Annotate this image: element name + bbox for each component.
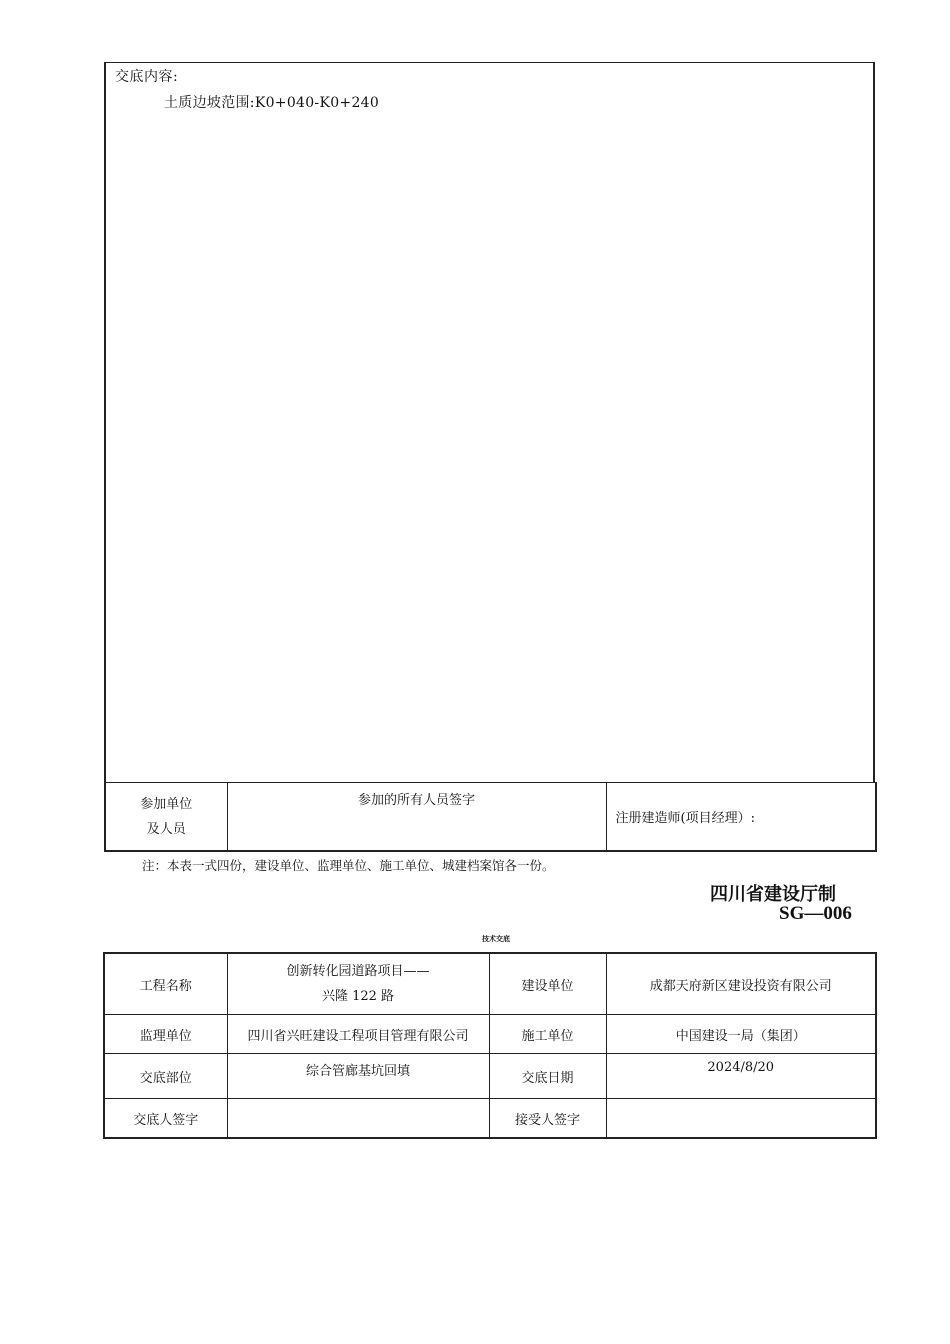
form-code: SG—006 bbox=[779, 903, 852, 924]
discloser-sign-field[interactable] bbox=[227, 1099, 489, 1139]
receiver-sign-field[interactable] bbox=[606, 1099, 876, 1139]
date-value: 2024/8/20 bbox=[606, 1054, 876, 1099]
owner-label: 建设单位 bbox=[489, 953, 606, 1015]
engineer-label: 注册建造师(项目经理）: bbox=[615, 811, 755, 826]
date-label: 交底日期 bbox=[489, 1054, 606, 1099]
table-row bbox=[104, 953, 876, 1015]
part-value: 综合管廊基坑回填 bbox=[227, 1054, 489, 1099]
table-row bbox=[104, 1015, 876, 1054]
note-text: 注：本表一式四份，建设单位、监理单位、施工单位、城建档案馆各一份。 bbox=[142, 858, 555, 873]
contractor-label: 施工单位 bbox=[489, 1015, 606, 1054]
receiver-sign-label: 接受人签字 bbox=[489, 1099, 606, 1139]
participant-personnel-label: 及人员 bbox=[146, 821, 186, 837]
project-info-table bbox=[103, 952, 877, 1139]
form-title: 技术交底 bbox=[482, 935, 510, 943]
maker-text: 四川省建设厅制 bbox=[710, 884, 836, 905]
contractor-value: 中国建设一局（集团） bbox=[606, 1015, 876, 1054]
supervisor-value: 四川省兴旺建设工程项目管理有限公司 bbox=[227, 1015, 489, 1054]
supervisor-label: 监理单位 bbox=[104, 1015, 227, 1054]
signature-cell[interactable] bbox=[227, 783, 606, 852]
part-label: 交底部位 bbox=[104, 1054, 227, 1099]
table-row bbox=[104, 1054, 876, 1099]
project-name-line1: 创新转化园道路项目—— bbox=[286, 964, 430, 979]
table-row bbox=[104, 1099, 876, 1139]
signature-label: 参加的所有人员签字 bbox=[357, 793, 475, 808]
participants-table bbox=[104, 782, 877, 852]
slope-range-text: 土质边坡范围:K0+040-K0+240 bbox=[164, 95, 380, 111]
engineer-cell[interactable] bbox=[606, 783, 876, 852]
content-heading: 交底内容: bbox=[115, 69, 179, 85]
disclosure-content-box bbox=[104, 62, 875, 782]
discloser-sign-label: 交底人签字 bbox=[104, 1099, 227, 1139]
participant-unit-label: 参加单位 bbox=[140, 796, 193, 812]
participant-unit-label-cell bbox=[105, 783, 227, 852]
project-name-line2: 兴隆 122 路 bbox=[321, 989, 395, 1004]
project-name-label: 工程名称 bbox=[104, 953, 227, 1015]
owner-value: 成都天府新区建设投资有限公司 bbox=[606, 953, 876, 1015]
project-name-value bbox=[227, 953, 489, 1015]
